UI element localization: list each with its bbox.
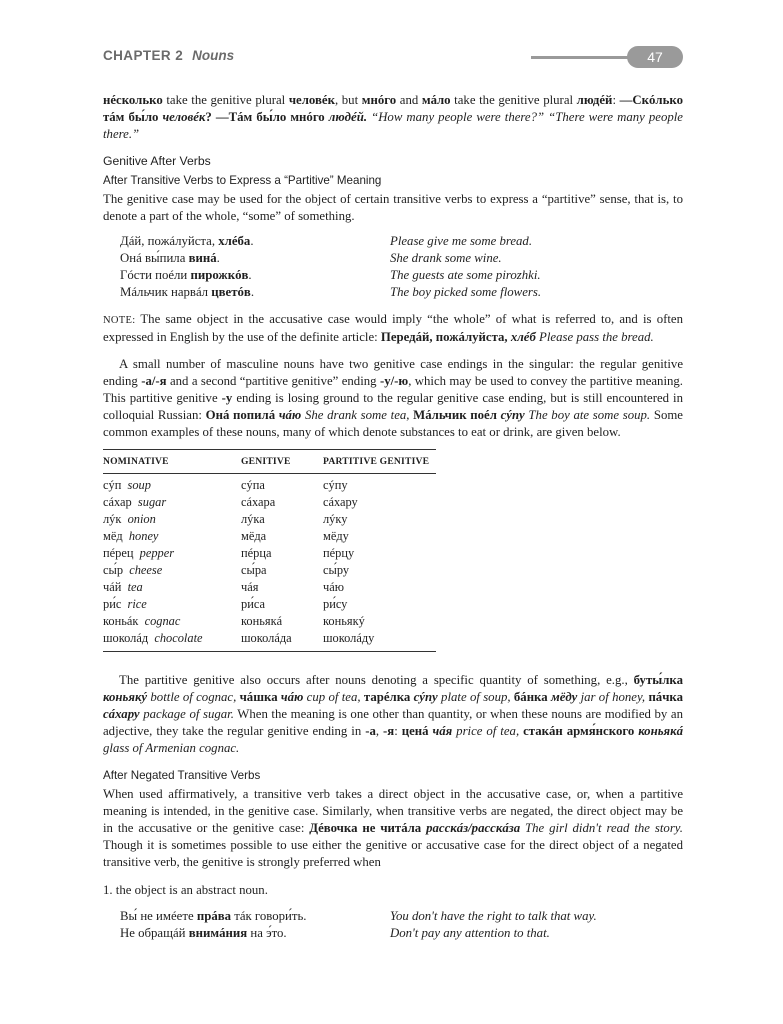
table-row xyxy=(103,579,436,596)
text-run: бáнка xyxy=(513,690,551,704)
cell-nominative xyxy=(103,579,241,596)
text-run: человéк xyxy=(162,110,206,124)
text-run: человéк xyxy=(288,93,335,107)
text-run: cup of tea, xyxy=(303,690,361,704)
text-run: мёду xyxy=(550,690,578,704)
table-row xyxy=(103,494,436,511)
cell-nominative xyxy=(103,630,241,652)
cell-partitive: коньякý xyxy=(323,614,365,628)
example-row xyxy=(120,267,683,284)
example-row xyxy=(120,908,683,925)
cell-nominative xyxy=(103,596,241,613)
cell-genitive: лýка xyxy=(241,512,265,526)
text-run: -я xyxy=(383,724,395,738)
example-english: You don't have the right to talk that way. xyxy=(390,909,597,923)
nominative-word: сáхар xyxy=(103,495,132,509)
example-english: Please give me some bread. xyxy=(390,234,533,248)
cell-nominative xyxy=(103,511,241,528)
table-row xyxy=(103,630,436,652)
text-run: сáхару xyxy=(103,707,140,721)
text-run: чáшка xyxy=(239,690,281,704)
nominative-word: шоколáд xyxy=(103,631,149,645)
cell-nominative xyxy=(103,613,241,630)
subsection-heading-negated: After Negated Transitive Verbs xyxy=(103,769,261,782)
text-run: The girl didn't read the story. xyxy=(520,821,683,835)
example-english: She drank some wine. xyxy=(390,251,502,265)
nominative-word: лýк xyxy=(103,512,122,526)
text-run: price of tea, xyxy=(452,724,520,738)
text-run: ценá xyxy=(401,724,433,738)
example-row xyxy=(120,233,683,250)
text-run: коньякý xyxy=(103,690,148,704)
text-run: пáчка xyxy=(648,690,684,704)
cell-partitive: шоколáду xyxy=(323,630,436,652)
example-russian: Не обращáй внимáния на э́то. xyxy=(120,926,287,940)
english-gloss: tea xyxy=(121,580,143,594)
text-run: Мáльчик поéл xyxy=(413,408,501,422)
cell-partitive: ри́су xyxy=(323,597,348,611)
text-run: цветóв xyxy=(211,285,251,299)
example-english: Don't pay any attention to that. xyxy=(390,926,550,940)
example-russian: Онá вы́пила винá. xyxy=(120,251,220,265)
english-gloss: pepper xyxy=(133,546,175,560)
text-run: мнóго xyxy=(361,93,397,107)
text-run: хлéба xyxy=(218,234,251,248)
english-gloss: cognac xyxy=(138,614,181,628)
header-rule xyxy=(531,56,639,59)
english-gloss: cheese xyxy=(123,563,163,577)
text-run: тарéлка xyxy=(363,690,414,704)
text-run: коньякá xyxy=(638,724,684,738)
cell-partitive: лýку xyxy=(323,512,348,526)
english-gloss: chocolate xyxy=(148,631,203,645)
section-heading: Genitive After Verbs xyxy=(103,154,211,168)
text-run: “How many people were there?” “There were many people there.” xyxy=(103,110,683,141)
example-russian: Гóсти поéли пирожкóв. xyxy=(120,268,252,282)
cell-nominative xyxy=(103,562,241,579)
note-paragraph: NOTE: The same object in the accusative case would imply “the whole” of what is referred to, and is often expressed in English by the use of the definite article: Передáй, пожáлуйста, хлéб Please pass the bread. xyxy=(103,312,683,344)
english-gloss: soup xyxy=(121,478,151,492)
running-header xyxy=(103,46,683,70)
cell-nominative xyxy=(103,474,241,495)
text-run: внимáния xyxy=(188,926,248,940)
table-row xyxy=(103,596,436,613)
page-content xyxy=(103,92,683,942)
example-row xyxy=(120,250,683,267)
example-russian: Дáй, пожáлуйста, хлéба. xyxy=(120,234,254,248)
example-russian: Вы́ не имéете прáва тáк говори́ть. xyxy=(120,909,307,923)
text-run: package of sugar. xyxy=(139,707,234,721)
page-number-badge: 47 xyxy=(627,46,683,68)
masculine-nouns-paragraph: A small number of masculine nouns have two genitive case endings in the singular: the regular genitive ending -а/-я and a second “partitive genitive” ending -у/-ю, which may be used to convey the partitive meaning. This partitive genitive -у ending is losing ground to the regular genitive case ending, but is still encountered in colloquial Russian: Онá попилá чáю She drank some tea, Мáльчик поéл сýпу The boy ate some soup. Some common examples of these nouns, many of which denote substances to eat or drink, are given below. xyxy=(103,357,684,439)
text-run: She drank some tea, xyxy=(301,408,410,422)
cell-partitive: мёду xyxy=(323,529,349,543)
chapter-subtitle: Nouns xyxy=(192,48,235,63)
text-run: plate of soup, xyxy=(437,690,511,704)
nominative-word: сы́р xyxy=(103,563,124,577)
partitive-genitive-table xyxy=(103,449,436,652)
text-run: нéсколько xyxy=(103,93,163,107)
cell-partitive: сáхару xyxy=(323,495,358,509)
text-run: сýпу xyxy=(413,690,438,704)
cell-nominative xyxy=(103,494,241,511)
table-row xyxy=(103,511,436,528)
nominative-word: мёд xyxy=(103,529,123,543)
text-run: Передáй, пожáлуйста, xyxy=(380,330,511,344)
nominative-word: коньáк xyxy=(103,614,139,628)
table-header-row xyxy=(103,450,436,474)
cell-genitive: сýпа xyxy=(241,478,265,492)
cell-genitive: шоколáда xyxy=(241,630,323,652)
negated-examples xyxy=(120,908,683,942)
example-row xyxy=(120,925,683,942)
english-gloss: sugar xyxy=(131,495,167,509)
intro-paragraph: нéсколько take the genitive plural человéк, but мнóго and мáло take the genitive plural людéй: —Скóлько тáм бы́ло человéк? —Тáм бы́ло мнóго людéй. “How many people were there?” “There were many people there.” xyxy=(103,93,683,141)
text-run: чáю xyxy=(278,408,302,422)
text-run: jar of honey, xyxy=(577,690,646,704)
text-run: стакáн армя́нского xyxy=(523,724,639,738)
text-run: -а/-я xyxy=(141,374,167,388)
text-run: мáло xyxy=(421,93,451,107)
cell-nominative xyxy=(103,545,241,562)
cell-genitive: сáхара xyxy=(241,495,276,509)
text-run: -а xyxy=(365,724,376,738)
cell-partitive: сýпу xyxy=(323,478,348,492)
text-run: NOTE: xyxy=(103,315,136,326)
example-english: The boy picked some flowers. xyxy=(390,285,542,299)
text-run: людéй. xyxy=(328,110,368,124)
text-run: glass of Armenian cognac. xyxy=(103,741,240,755)
text-run: пирожкóв xyxy=(190,268,249,282)
text-run: людéй xyxy=(576,93,613,107)
text-run: Please pass the bread. xyxy=(535,330,654,344)
text-run: расскáз/расскáза xyxy=(426,821,521,835)
table-body xyxy=(103,474,436,652)
example-english: The guests ate some pirozhki. xyxy=(390,268,541,282)
text-run: ? —Тáм бы́ло мнóго xyxy=(205,110,329,124)
cell-nominative xyxy=(103,528,241,545)
example-row xyxy=(120,284,683,301)
chapter-title xyxy=(103,48,234,63)
cell-partitive: сы́ру xyxy=(323,563,350,577)
chapter-label: CHAPTER 2 xyxy=(103,48,184,63)
english-gloss: honey xyxy=(122,529,159,543)
text-run: буты́лка xyxy=(633,673,683,687)
text-run: -у/-ю xyxy=(379,374,409,388)
text-run: bottle of cognac, xyxy=(147,690,237,704)
text-run: чáя xyxy=(432,724,453,738)
table-row xyxy=(103,562,436,579)
text-run: хлéб xyxy=(510,330,536,344)
table-row xyxy=(103,545,436,562)
cell-partitive: чáю xyxy=(323,580,344,594)
text-run: сýпу xyxy=(500,408,525,422)
text-run: прáва xyxy=(196,909,232,923)
text-run: чáю xyxy=(280,690,304,704)
quantity-paragraph: The partitive genitive also occurs after nouns denoting a specific quantity of something, e.g., буты́лка коньякý bottle of cognac, чáшка чáю cup of tea, тарéлка сýпу plate of soup, бáнка мёду jar of honey, пáчка сáхару package of sugar. When the meaning is one other than quantity, or when these nouns are modified by an adjective, they take the regular genitive ending in -а, -я: ценá чáя price of tea, стакáн армя́нского коньякá glass of Armenian cognac. xyxy=(103,673,684,755)
cell-genitive: коньякá xyxy=(241,614,283,628)
text-run: The boy ate some soup. xyxy=(524,408,651,422)
list-item: 1. the object is an abstract noun. xyxy=(103,883,268,897)
english-gloss: rice xyxy=(121,597,147,611)
nominative-word: чáй xyxy=(103,580,122,594)
text-run: -у xyxy=(221,391,233,405)
partitive-paragraph: The genitive case may be used for the object of certain transitive verbs to express a “partitive” sense, that is, to denote a part of the whole, “some” of something. xyxy=(103,192,683,223)
cell-genitive: чáя xyxy=(241,580,259,594)
subsection-heading: After Transitive Verbs to Express a “Partitive” Meaning xyxy=(103,174,382,187)
english-gloss: onion xyxy=(121,512,156,526)
text-run: Дéвочка не читáла xyxy=(309,821,427,835)
nominative-word: сýп xyxy=(103,478,122,492)
example-russian: Мáльчик нарвáл цветóв. xyxy=(120,285,255,299)
text-run: Онá попилá xyxy=(205,408,279,422)
cell-genitive: мёда xyxy=(241,529,267,543)
negated-paragraph: When used affirmatively, a transitive verb takes a direct object in the accusative case, or, when a partitive meaning is intended, in the genitive case. Similarly, when transitive verbs are negated, the direct object may be in the accusative or the genitive case: Дéвочка не читáла расскáз/расскáза The girl didn't read the story. Though it is sometimes possible to use either the genitive or accusative case for the direct object of a negated transitive verb, the genitive is strongly preferred when xyxy=(103,787,683,869)
cell-partitive: пéрцу xyxy=(323,546,355,560)
col-header-partitive: PARTITIVE GENITIVE xyxy=(323,450,436,474)
cell-genitive: пéрца xyxy=(241,546,272,560)
nominative-word: ри́с xyxy=(103,597,122,611)
cell-genitive: ри́са xyxy=(241,597,265,611)
text-run: —Скóлько тáм бы́ло xyxy=(103,93,683,124)
cell-genitive: сы́ра xyxy=(241,563,267,577)
col-header-nominative: NOMINATIVE xyxy=(103,450,241,474)
text-run: винá xyxy=(188,251,217,265)
table-row xyxy=(103,528,436,545)
table-row xyxy=(103,613,436,630)
col-header-genitive: GENITIVE xyxy=(241,450,323,474)
partitive-examples xyxy=(120,233,683,301)
table-row xyxy=(103,474,436,495)
nominative-word: пéрец xyxy=(103,546,134,560)
